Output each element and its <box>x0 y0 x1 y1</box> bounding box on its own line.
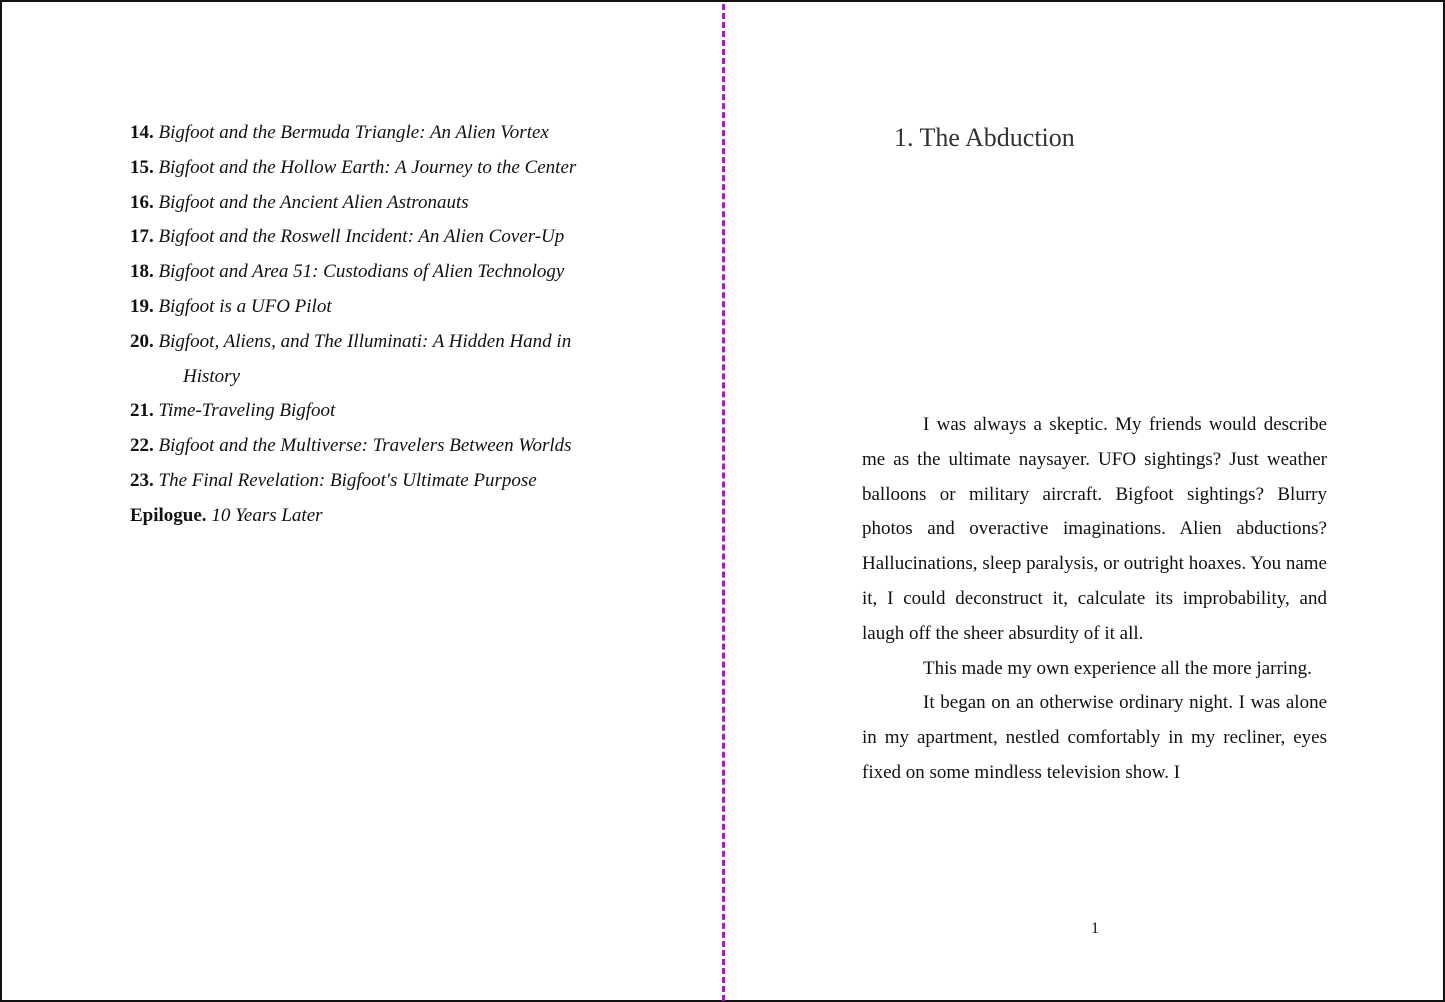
toc-entry-number: 20. <box>130 330 154 352</box>
toc-entry-number: 19. <box>130 295 154 317</box>
toc-entry-title: Bigfoot is a UFO Pilot <box>158 295 332 317</box>
body-paragraph: It began on an otherwise ordinary night. I was alone in my apartment, nestled comfortably in my recliner, eyes fixed on some mindless television show. I <box>862 692 1327 783</box>
toc-entry-18[interactable] <box>130 255 610 290</box>
toc-entry-title: The Final Revelation: Bigfoot's Ultimate Purpose <box>158 469 537 491</box>
table-of-contents <box>130 116 610 534</box>
toc-entry-title: Bigfoot and the Ancient Alien Astronauts <box>158 191 469 213</box>
toc-entry-23[interactable] <box>130 464 610 499</box>
toc-entry-number: 23. <box>130 469 154 491</box>
toc-entry-number: 21. <box>130 400 154 422</box>
toc-entry-19[interactable] <box>130 290 610 325</box>
toc-entry-title: 10 Years Later <box>211 504 323 526</box>
toc-entry-22[interactable] <box>130 429 610 464</box>
chapter-heading: 1. The Abduction <box>894 123 1075 152</box>
toc-entry-17[interactable] <box>130 220 610 255</box>
toc-entry-20[interactable] <box>130 325 610 395</box>
toc-entry-14[interactable] <box>130 116 610 151</box>
toc-entry-16[interactable] <box>130 186 610 221</box>
chapter-body <box>862 408 1327 861</box>
right-page <box>725 2 1445 1002</box>
toc-entry-number: 18. <box>130 261 154 283</box>
toc-entry-number: 22. <box>130 435 154 457</box>
toc-entry-15[interactable] <box>130 151 610 186</box>
toc-entry-title: Time-Traveling Bigfoot <box>158 400 336 422</box>
left-page <box>2 2 722 1002</box>
toc-entry-number: 14. <box>130 122 154 143</box>
toc-entry-title: Bigfoot and Area 51: Custodians of Alien Technology <box>158 261 565 283</box>
toc-entry-title: Bigfoot and the Roswell Incident: An Alien Cover-Up <box>158 226 565 248</box>
toc-entry-title: Bigfoot, Aliens, and The Illuminati: A Hidden Hand in History <box>158 330 572 387</box>
page-number: 1 <box>1091 920 1099 937</box>
toc-entry-21[interactable] <box>130 394 610 429</box>
toc-entry-title: Bigfoot and the Hollow Earth: A Journey to the Center <box>158 156 577 178</box>
toc-entry-title: Bigfoot and the Multiverse: Travelers Between Worlds <box>158 435 572 457</box>
toc-entry-number: 15. <box>130 156 154 178</box>
body-paragraph: I was always a skeptic. My friends would describe me as the ultimate naysayer. UFO sightings? Just weather balloons or military aircraft. Bigfoot sightings? Blurry photos and overactive imaginations. Alien abductions? Hallucinations, sleep paralysis, or outright hoaxes. You name it, I could deconstruct it, calculate its improbability, and laugh off the sheer absurdity of it all. <box>862 414 1327 644</box>
toc-entry-title: Bigfoot and the Bermuda Triangle: An Alien Vortex <box>158 122 549 143</box>
toc-entry-number: 16. <box>130 191 154 213</box>
toc-entry-epilogue[interactable] <box>130 499 610 534</box>
body-paragraph: This made my own experience all the more jarring. <box>923 657 1312 679</box>
toc-entry-number: Epilogue. <box>130 504 207 526</box>
toc-entry-number: 17. <box>130 226 154 248</box>
